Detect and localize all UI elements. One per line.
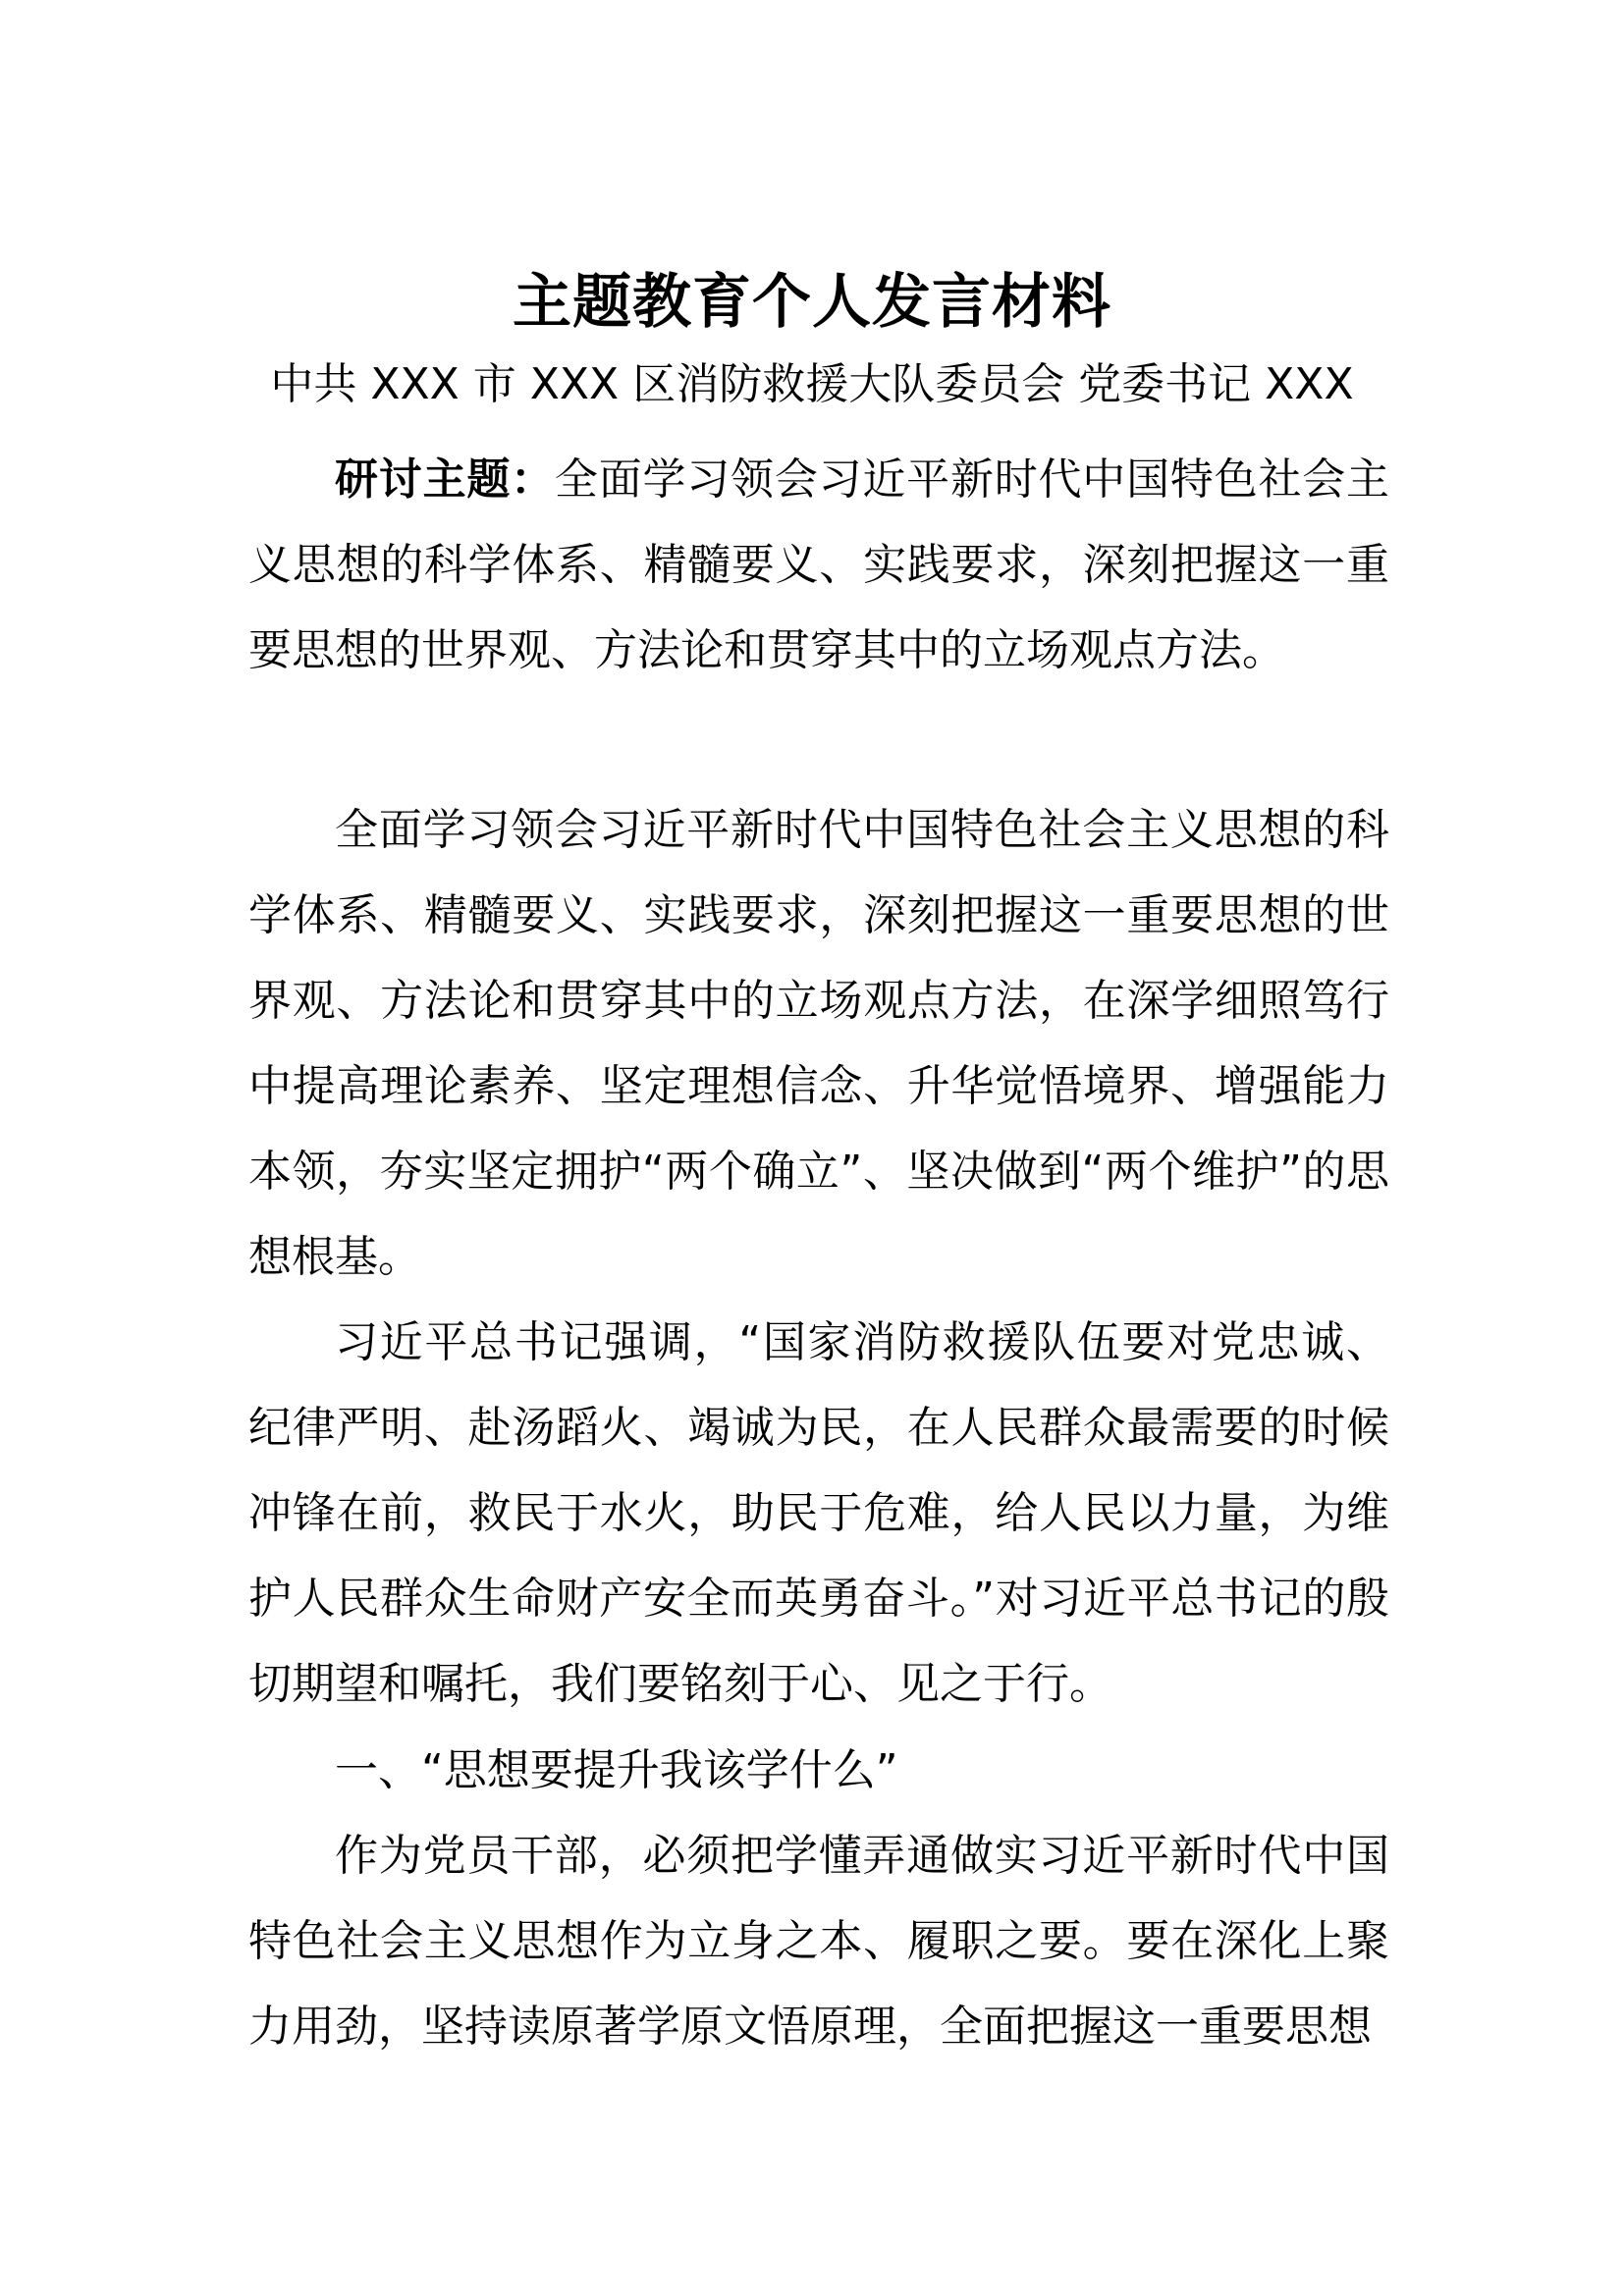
section-heading: 一、“思想要提升我该学什么” [335, 1745, 898, 1795]
topic-paragraph [248, 437, 1389, 693]
body-paragraph: 习近平总书记强调，“国家消防救援队伍要对党忠诚、纪律严明、赴汤蹈火、竭诚为民，在人民群众最需要的时候冲锋在前，救民于水火，助民于危难，给人民以力量，为维护人民群众生命财产安全而英勇奋斗。”对习近平总书记的殷切期望和嘱托，我们要铭刻于心、见之于行。 [248, 1317, 1389, 1709]
author-line: 中共 XXX 市 XXX 区消防救援大队委员会 党委书记 XXX [270, 359, 1354, 409]
body-paragraph: 全面学习领会习近平新时代中国特色社会主义思想的科学体系、精髓要义、实践要求，深刻把握这一重要思想的世界观、方法论和贯穿其中的立场观点方法，在深学细照笃行中提高理论素养、坚定理想信念、升华觉悟境界、增强能力本领，夯实坚定拥护“两个确立”、坚决做到“两个维护”的思想根基。 [248, 805, 1389, 1282]
body-paragraph: 作为党员干部，必须把学懂弄通做实习近平新时代中国特色社会主义思想作为立身之本、履职之要。要在深化上聚力用劲，坚持读原著学原文悟原理，全面把握这一重要思想 [248, 1831, 1389, 2052]
topic-text: 全面学习领会习近平新时代中国特色社会主义思想的科学体系、精髓要义、实践要求，深刻把握这一重要思想的世界观、方法论和贯穿其中的立场观点方法。 [248, 454, 1390, 675]
document-title: 主题教育个人发言材料 [513, 268, 1111, 337]
topic-label: 研讨主题： [335, 454, 555, 505]
